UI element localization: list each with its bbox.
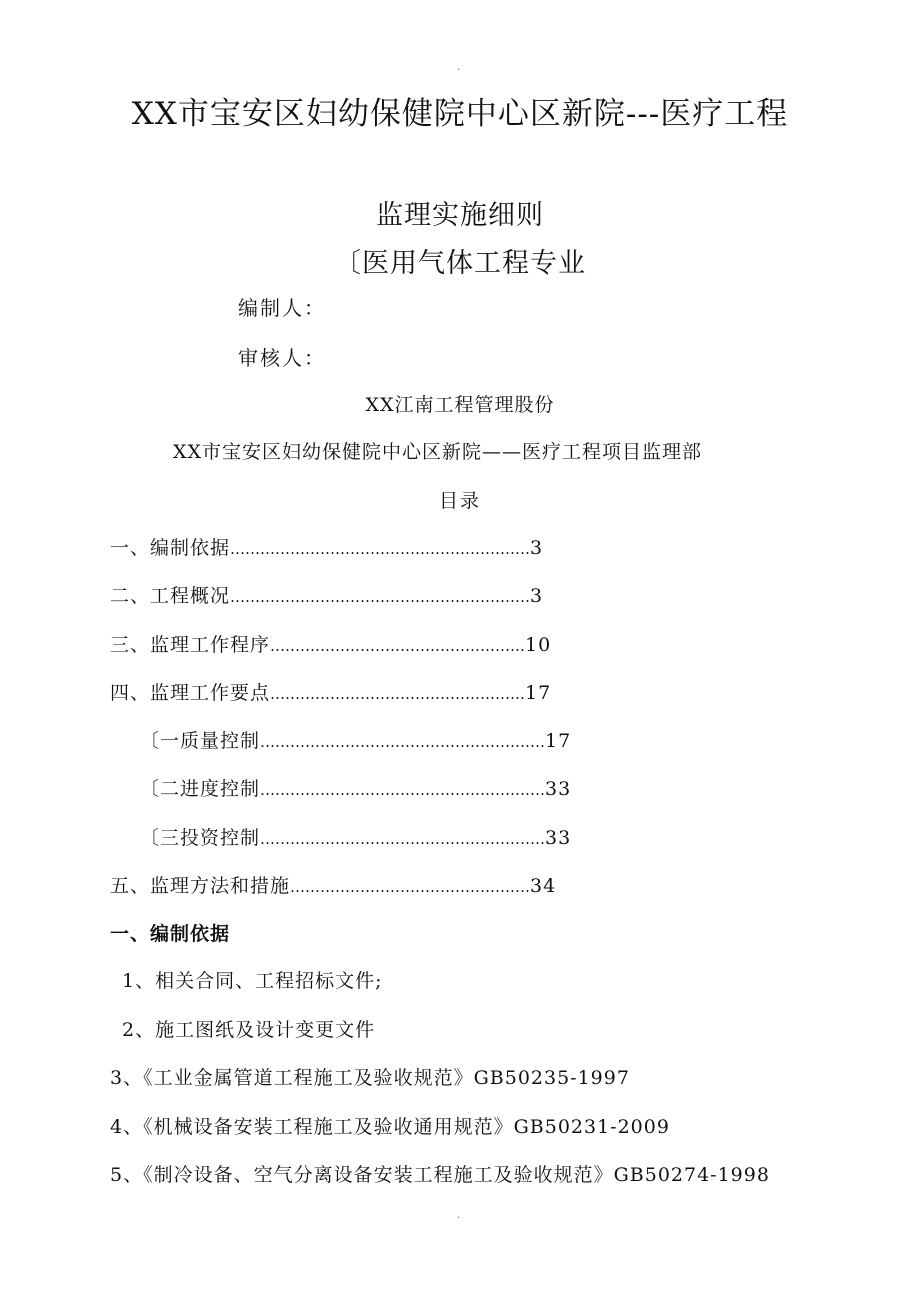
list-item: 1、相关合同、工程招标文件; (122, 970, 383, 992)
toc-item-page: 34 (530, 875, 557, 898)
department-name: XX市宝安区妇幼保健院中心区新院——医疗工程项目监理部 (172, 441, 703, 463)
list-item: 3、《工业金属管道工程施工及验收规范》GB50235-1997 (110, 1067, 630, 1089)
toc-item-overview[interactable] (110, 581, 670, 629)
toc-item-leader: …………………………………………………… (230, 588, 531, 607)
toc-item-key-points[interactable] (110, 678, 670, 726)
list-item: 5、《制冷设备、空气分离设备安装工程施工及验收规范》GB50274-1998 (110, 1164, 770, 1186)
toc-item-leader: …………………………………………………… (230, 540, 531, 558)
toc-item-schedule-control[interactable] (110, 774, 670, 822)
toc-item-page: 10 (525, 633, 552, 656)
compiler-label: 编制人： (238, 296, 326, 320)
page-bottom-dot: . (457, 1210, 461, 1221)
toc-item-leader: …………………………………………… (270, 684, 526, 703)
document-subtitle: 监理实施细则 (376, 200, 544, 231)
toc-item-page: 17 (545, 730, 572, 753)
toc-item-leader: ………………………………………………… (260, 733, 546, 752)
toc-item-leader: …………………………………………… (270, 636, 526, 655)
toc-item-label: 五、监理方法和措施 (110, 875, 291, 898)
toc-item-label: 四、监理工作要点 (110, 681, 271, 704)
toc-item-page: 3 (530, 585, 544, 608)
toc-item-label: 〔三投资控制 (140, 826, 261, 849)
toc-item-page: 17 (525, 681, 552, 704)
toc-item-page: 33 (545, 778, 572, 801)
toc-item-label: 一、编制依据 (110, 537, 231, 559)
page-top-dot: . (457, 62, 461, 73)
list-item: 4、《机械设备安装工程施工及验收通用规范》GB50231-2009 (110, 1115, 670, 1138)
toc-item-label: 〔一质量控制 (140, 730, 261, 753)
reviewer-label: 审核人： (238, 346, 326, 370)
toc-item-label: 二、工程概况 (110, 585, 231, 608)
table-of-contents (110, 533, 670, 919)
toc-heading: 目录 (438, 490, 481, 512)
company-name: XX江南工程管理股份 (365, 394, 555, 416)
document-title: XX市宝安区妇幼保健院中心区新院---医疗工程 (131, 96, 789, 132)
document-specialty: 〔医用气体工程专业 (334, 248, 586, 279)
section-heading: 一、编制依据 (110, 923, 231, 945)
toc-item-basis[interactable] (110, 533, 670, 581)
toc-item-procedure[interactable] (110, 630, 670, 678)
toc-item-cost-control[interactable] (110, 823, 670, 871)
toc-item-label: 三、监理工作程序 (110, 633, 271, 656)
toc-item-quality-control[interactable] (110, 726, 670, 774)
toc-item-page: 3 (530, 537, 544, 559)
toc-item-methods[interactable] (110, 871, 670, 919)
toc-item-page: 33 (545, 826, 572, 849)
basis-list (110, 966, 870, 1209)
toc-item-leader: ………………………………………………… (260, 829, 546, 848)
list-item: 2、施工图纸及设计变更文件 (122, 1018, 376, 1041)
toc-item-label: 〔二进度控制 (140, 778, 261, 801)
toc-item-leader: ………………………………………………… (260, 781, 546, 800)
toc-item-leader: ………………………………………… (290, 878, 531, 897)
